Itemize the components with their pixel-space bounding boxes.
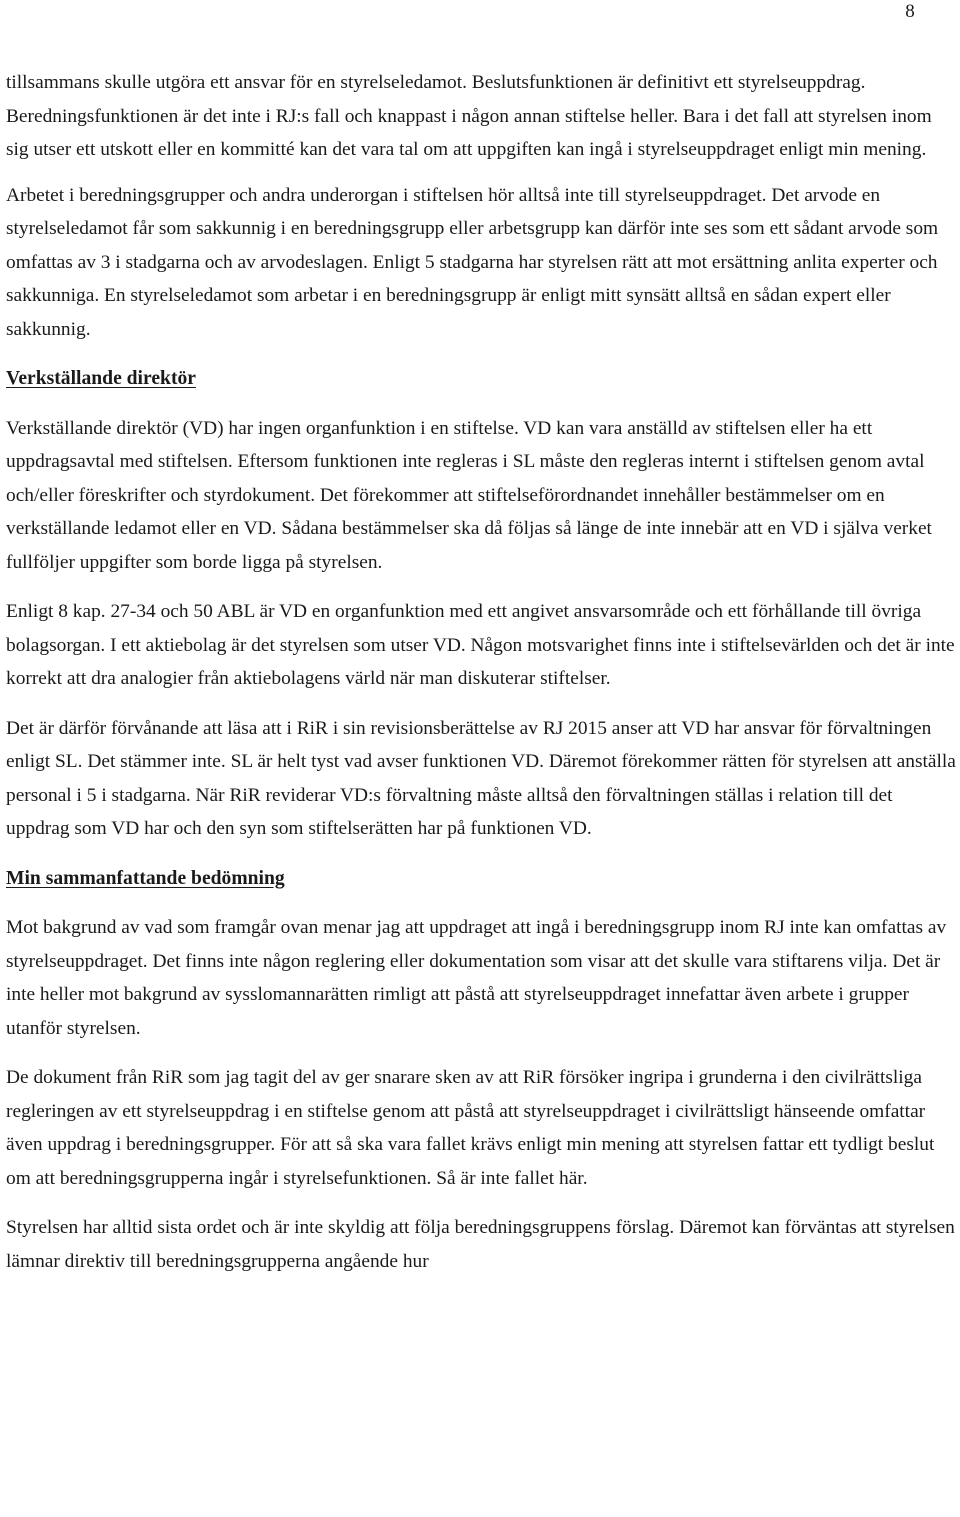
heading-summary: Min sammanfattande bedömning [6,867,285,889]
paragraph-preparation-groups: Arbetet i beredningsgrupper och andra underorgan i stiftelsen hör alltså inte till styrelseuppdraget. Det arvode en styrelseledamot får som sakkunnig i en beredningsgrupp eller arbetsgrupp kan därför inte ses som ett sådant arvode som omfattas av 3 i stadgarna och av arvodeslagen. Enligt 5 stadgarna har styrelsen rätt att mot ersättning anlita experter och sakkunniga. En styrelseledamot som arbetar i en beredningsgrupp är enligt mitt synsätt alltså en sådan expert eller sakkunnig. [6,184,939,340]
document-body [6,66,956,1294]
paragraph-ceo-role: Verkställande direktör (VD) har ingen organfunktion i en stiftelse. VD kan vara anställd av stiftelsen eller ha ett uppdragsavtal med stiftelsen. Eftersom funktionen inte regleras i SL måste den regleras internt i stiftelsen genom avtal och/eller föreskrifter och styrdokument. Det förekommer att stiftelseförordnandet innehåller bestämmelser om en verkställande ledamot eller en VD. Sådana bestämmelser ska då följas så länge de inte innebär att en VD i själva verket fullföljer uppgifter som borde ligga på styrelsen. [6,417,932,573]
page-number: 8 [905,1,915,22]
heading-ceo: Verkställande direktör [6,368,196,389]
paragraph-board-decision: tillsammans skulle utgöra ett ansvar för en styrelseledamot. Beslutsfunktionen är definitivt ett styrelseuppdrag. Beredningsfunktionen är det inte i RJ:s fall och knappast i någon annan stiftelse heller. Bara i det fall att styrelsen inom sig utser ett utskott eller en kommitté kan det vara tal om att uppgiften kan ingå i styrelseuppdraget enligt min mening. [6,72,932,160]
paragraph-abl: Enligt 8 kap. 27-34 och 50 ABL är VD en organfunktion med ett angivet ansvarsområde och ett förhållande till övriga bolagsorgan. I ett aktiebolag är det styrelsen som utser VD. Någon motsvarighet finns inte i stiftelsevärlden och det är inte korrekt att dra analogier från aktiebolagens värld när man diskuterar stiftelser. [6,601,955,689]
paragraph-summary-3: Styrelsen har alltid sista ordet och är inte skyldig att följa beredningsgruppens förslag. Däremot kan förväntas att styrelsen lämnar direktiv till beredningsgrupperna angående hur [6,1217,955,1272]
paragraph-rir-audit: Det är därför förvånande att läsa att i RiR i sin revisionsberättelse av RJ 2015 anser att VD har ansvar för förvaltningen enligt SL. Det stämmer inte. SL är helt tyst vad avser funktionen VD. Däremot förekommer rätten för styrelsen att anställa personal i 5 i stadgarna. När RiR reviderar VD:s förvaltning måste alltså den förvaltningen ställas i relation till det uppdrag som VD har och den syn som stiftelserätten har på funktionen VD. [6,717,956,839]
paragraph-summary-1: Mot bakgrund av vad som framgår ovan menar jag att uppdraget att ingå i beredningsgrupp inom RJ inte kan omfattas av styrelseuppdraget. Det finns inte någon reglering eller dokumentation som visar att det skulle vara stiftarens vilja. Det är inte heller mot bakgrund av sysslomannarätten rimligt att påstå att styrelseuppdraget innefattar även arbete i grupper utanför styrelsen. [6,917,947,1039]
paragraph-summary-2: De dokument från RiR som jag tagit del av ger snarare sken av att RiR försöker ingripa i grunderna i den civilrättsliga regleringen av ett styrelseuppdrag i en stiftelse genom att påstå att styrelseuppdraget i civilrättsligt hänseende omfattar även uppdrag i beredningsgrupper. För att så ska vara fallet krävs enligt min mening att styrelsen fattar ett tydligt beslut om att beredningsgrupperna ingår i styrelsefunktionen. Så är inte fallet här. [6,1067,935,1189]
